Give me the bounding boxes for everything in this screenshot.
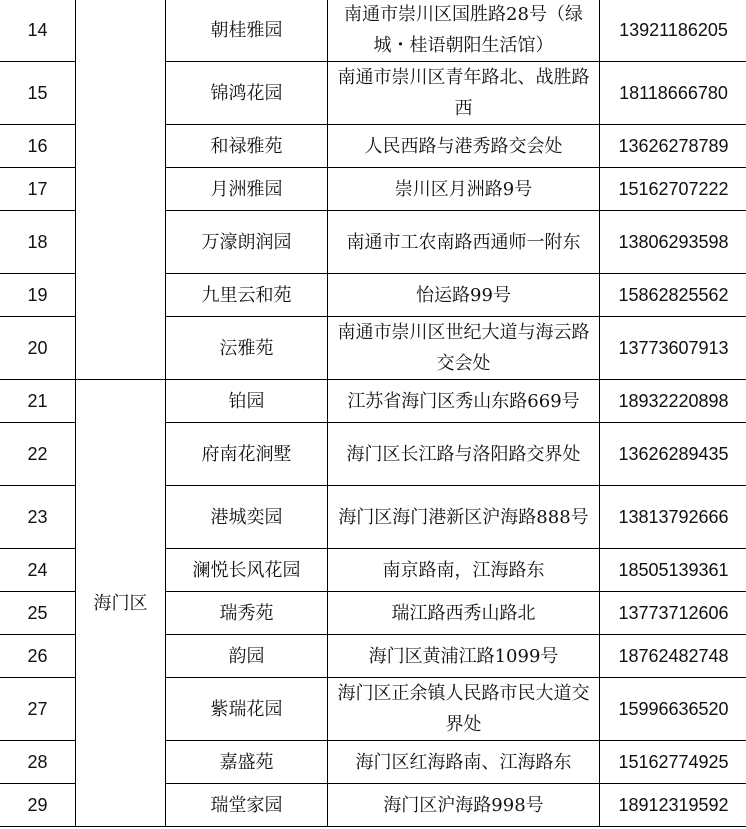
community-address: 南通市崇川区世纪大道与海云路交会处 <box>328 317 600 380</box>
community-address: 南京路南，江海路东 <box>328 549 600 592</box>
row-number: 29 <box>0 784 76 827</box>
community-name: 朝桂雅园 <box>166 0 328 62</box>
community-address: 海门区正余镇人民路市民大道交界处 <box>328 678 600 741</box>
contact-phone: 13813792666 <box>600 486 746 549</box>
community-address: 南通市崇川区青年路北、战胜路西 <box>328 62 600 125</box>
community-name: 紫瑞花园 <box>166 678 328 741</box>
community-address: 瑞江路西秀山路北 <box>328 592 600 635</box>
district-cell <box>76 0 166 380</box>
community-name: 九里云和苑 <box>166 274 328 317</box>
row-number: 21 <box>0 380 76 423</box>
community-name: 铂园 <box>166 380 328 423</box>
community-address: 海门区海门港新区沪海路888号 <box>328 486 600 549</box>
row-number: 24 <box>0 549 76 592</box>
table-row <box>0 0 746 62</box>
community-name: 港城奕园 <box>166 486 328 549</box>
row-number: 20 <box>0 317 76 380</box>
community-address: 崇川区月洲路9号 <box>328 168 600 211</box>
community-name: 澜悦长风花园 <box>166 549 328 592</box>
community-address: 人民西路与港秀路交会处 <box>328 125 600 168</box>
row-number: 18 <box>0 211 76 274</box>
community-name: 嘉盛苑 <box>166 741 328 784</box>
contact-phone: 15162707222 <box>600 168 746 211</box>
community-name: 锦鸿花园 <box>166 62 328 125</box>
row-number: 14 <box>0 0 76 62</box>
contact-phone: 13773607913 <box>600 317 746 380</box>
contact-phone: 13626278789 <box>600 125 746 168</box>
community-name: 万濠朗润园 <box>166 211 328 274</box>
contact-phone: 13921186205 <box>600 0 746 62</box>
contact-phone: 15162774925 <box>600 741 746 784</box>
community-address: 南通市崇川区国胜路28号（绿城・桂语朝阳生活馆） <box>328 0 600 62</box>
row-number: 22 <box>0 423 76 486</box>
row-number: 23 <box>0 486 76 549</box>
community-name: 月洲雅园 <box>166 168 328 211</box>
row-number: 26 <box>0 635 76 678</box>
contact-phone: 18912319592 <box>600 784 746 827</box>
row-number: 28 <box>0 741 76 784</box>
community-name: 沄雅苑 <box>166 317 328 380</box>
community-name: 瑞堂家园 <box>166 784 328 827</box>
row-number: 19 <box>0 274 76 317</box>
community-name: 韵园 <box>166 635 328 678</box>
community-address: 江苏省海门区秀山东路669号 <box>328 380 600 423</box>
community-name: 瑞秀苑 <box>166 592 328 635</box>
community-address: 海门区黄浦江路1099号 <box>328 635 600 678</box>
community-address: 南通市工农南路西通师一附东 <box>328 211 600 274</box>
community-name: 和禄雅苑 <box>166 125 328 168</box>
district-cell: 海门区 <box>76 380 166 827</box>
contact-phone: 18118666780 <box>600 62 746 125</box>
contact-phone: 18505139361 <box>600 549 746 592</box>
community-name: 府南花涧墅 <box>166 423 328 486</box>
contact-phone: 13626289435 <box>600 423 746 486</box>
row-number: 17 <box>0 168 76 211</box>
contact-phone: 18762482748 <box>600 635 746 678</box>
community-address: 海门区长江路与洛阳路交界处 <box>328 423 600 486</box>
row-number: 16 <box>0 125 76 168</box>
contact-phone: 13773712606 <box>600 592 746 635</box>
row-number: 25 <box>0 592 76 635</box>
table-row <box>0 380 746 423</box>
contact-phone: 13806293598 <box>600 211 746 274</box>
row-number: 15 <box>0 62 76 125</box>
community-address: 海门区红海路南、江海路东 <box>328 741 600 784</box>
row-number: 27 <box>0 678 76 741</box>
community-address: 怡运路99号 <box>328 274 600 317</box>
contact-phone: 15862825562 <box>600 274 746 317</box>
contact-phone: 15996636520 <box>600 678 746 741</box>
community-address: 海门区沪海路998号 <box>328 784 600 827</box>
contact-phone: 18932220898 <box>600 380 746 423</box>
